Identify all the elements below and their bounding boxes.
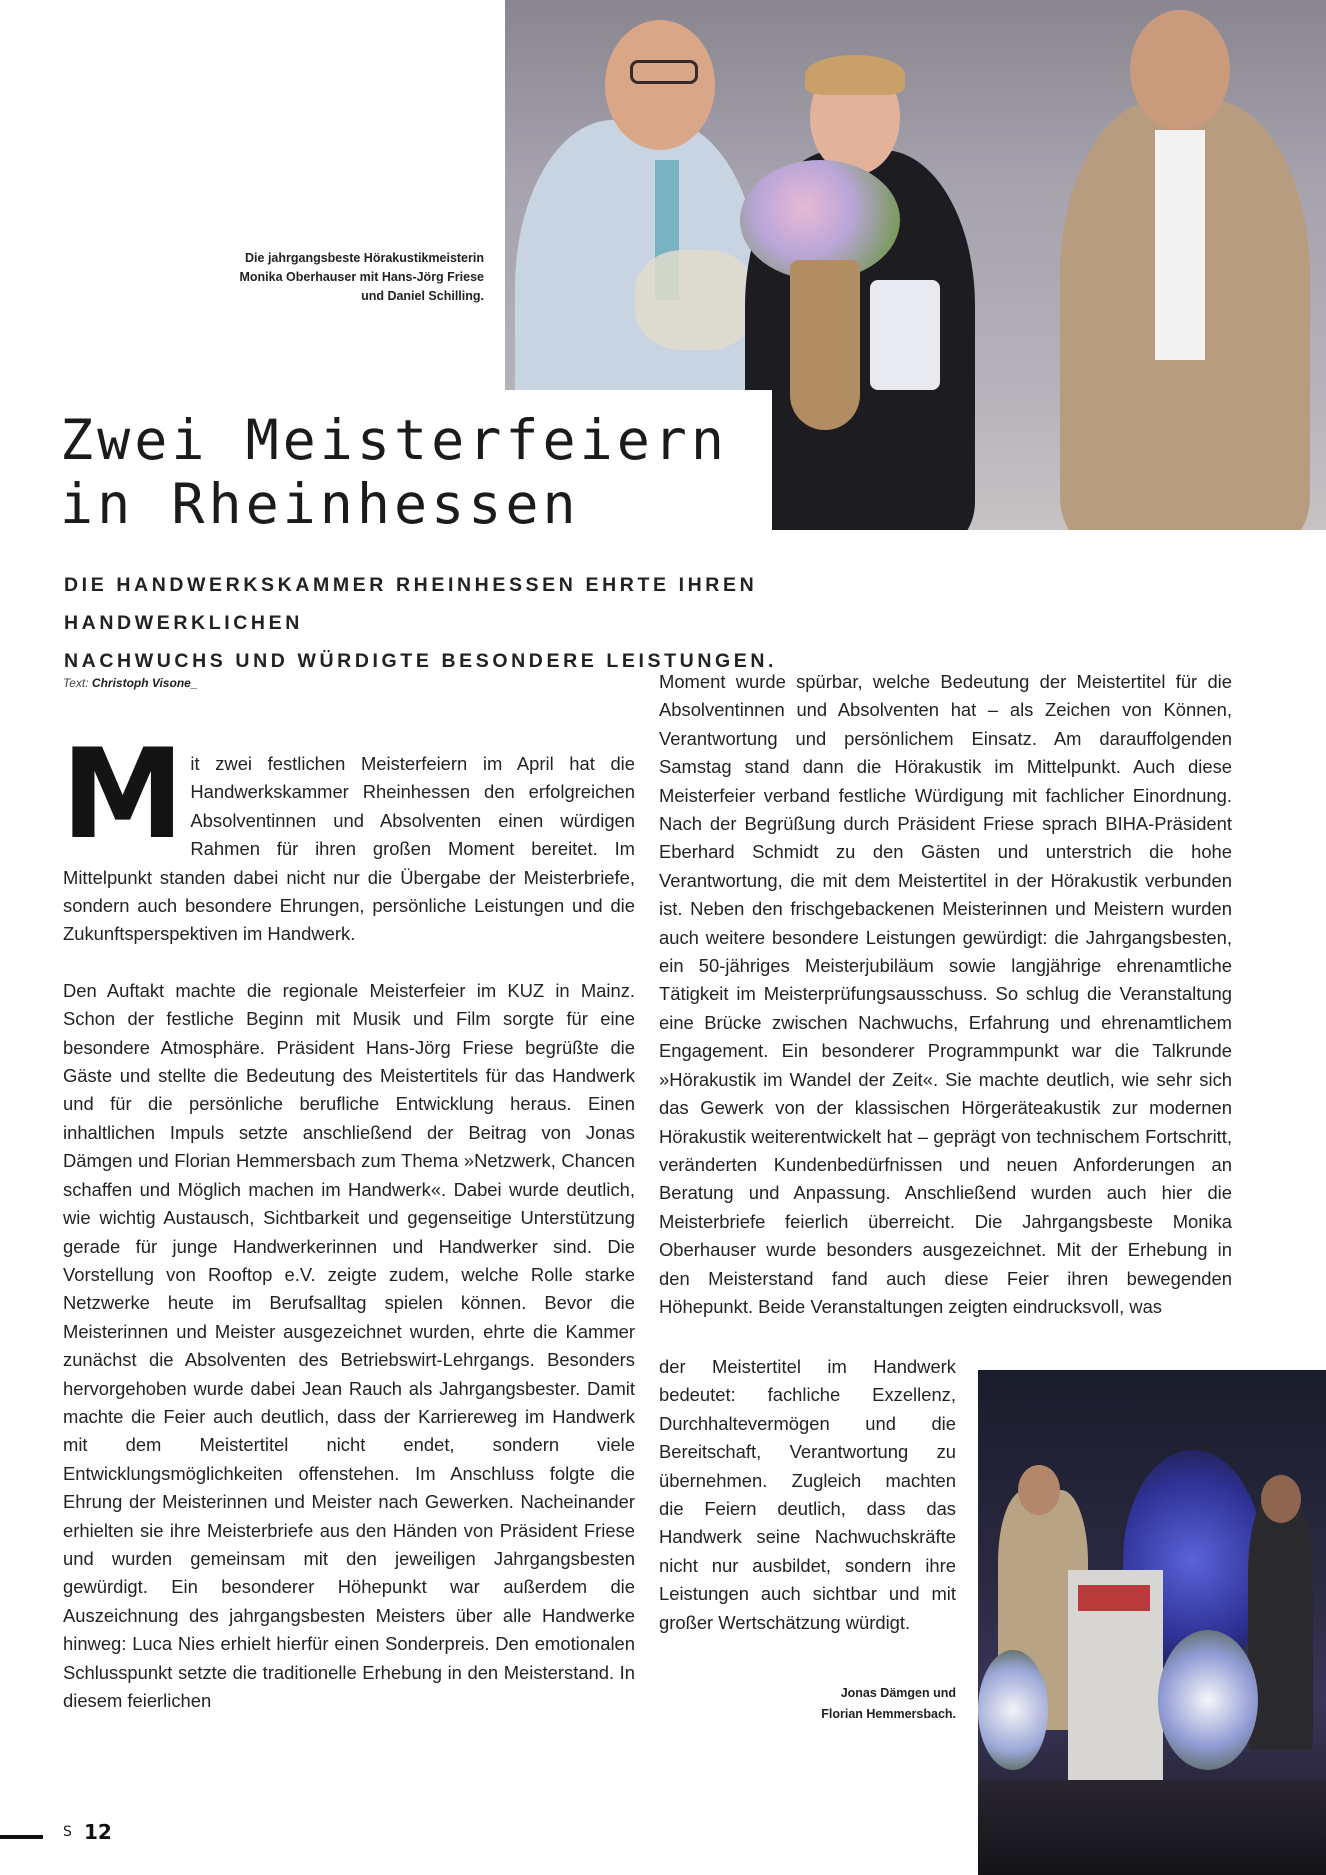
subtitle-line: NACHWUCHS UND WÜRDIGTE BESONDERE LEISTUNGEN. — [64, 650, 778, 672]
body-paragraph: Den Auftakt machte die regionale Meisterfeier im KUZ in Mainz. Schon der festliche Beginn mit Musik und Film sorgte für eine besondere Atmosphäre. Präsident Hans-Jörg Friese begrüßte die Gäste und stellte die Bedeutung des Meistertitels für das Handwerk und für die persönliche berufliche Entwicklung heraus. Einen inhaltlichen Impuls setzte anschließend der Beitrag von Jonas Dämgen und Florian Hemmersbach zum Thema »Netzwerk, Chancen schaffen und Möglich machen im Handwerk«. Dabei wurde deutlich, wie wichtig Austausch, Sichtbarkeit und gegenseitige Unterstützung gerade für junge Handwerkerinnen und Handwerker sind. Die Vorstellung von Rooftop e.V. zeigte zudem, welche Rolle starke Netzwerke heute im Berufsalltag spielen können. Bevor die Meisterinnen und Meister ausgezeichnet wurden, ehrte die Kammer zunächst die Absolventen des Betriebswirt-Lehrgangs. Besonders hervorgehoben wurde dabei Jean Rauch als Jahrgangsbester. Damit machte die Feier auch deutlich, dass der Karriereweg im Handwerk mit dem Meistertitel nicht endet, sondern viele Entwicklungsmöglichkeiten offenstehen. Im Anschluss folgte die Ehrung der Meisterinnen und Meister nach Gewerken. Nacheinander erhielten sie ihre Meisterbriefe aus den Händen von Präsident Friese und wurden gemeinsam mit den jeweiligen Jahrgangsbesten gewürdigt. Ein besonderer Höhepunkt war außerdem die Auszeichnung des jahrgangsbesten Meisters über alle Handwerke hinweg: Luca Nies erhielt hierfür einen Sonderpreis. Den emotionalen Schlusspunkt setzte die traditionelle Erhebung in den Meisterstand. In diesem feierlichen — [63, 979, 635, 1711]
article-column-right — [659, 668, 1232, 1321]
text-line: Bereitschaft, Verantwortung zu — [659, 1441, 956, 1463]
text-line: nicht nur ausbildet, sondern ihre — [659, 1554, 956, 1576]
page-number: 12 — [84, 1820, 112, 1844]
caption-line: Jonas Dämgen und — [840, 1686, 956, 1700]
text-line: Durchhaltevermögen und die — [659, 1412, 956, 1434]
caption-line: Die jahrgangsbeste Hörakustikmeisterin — [245, 251, 484, 265]
intro-text: it zwei festlichen Meisterfeiern im April hat die Handwerkskammer Rheinhessen den erfolgreichen Absolventinnen und Absolventen einen würdigen Rahmen für ihren großen Moment bereitet. Im Mittelpunkt standen dabei nicht nur die Übergabe der Meisterbriefe, sondern auch besondere Ehrungen, persönliche Leistungen und die Zukunftsperspektiven im Handwerk. — [63, 753, 635, 945]
text-line: bedeutet: fachliche Exzellenz, — [659, 1384, 956, 1406]
text-line: übernehmen. Zugleich machten — [659, 1469, 956, 1491]
caption-line: Monika Oberhauser mit Hans-Jörg Friese — [239, 270, 484, 284]
drop-cap: M — [61, 723, 181, 867]
byline-label: Text: — [63, 676, 89, 690]
text-line: Handwerk seine Nachwuchskräfte — [659, 1526, 956, 1548]
article-column-right-narrow — [659, 1353, 956, 1637]
byline — [63, 676, 198, 690]
photo-caption-top — [200, 249, 484, 306]
caption-line: Florian Hemmersbach. — [821, 1707, 956, 1721]
text-line: der Meistertitel im Handwerk — [659, 1356, 956, 1377]
article-subtitle — [64, 566, 944, 680]
caption-line: und Daniel Schilling. — [361, 289, 484, 303]
photo-caption-bottom — [780, 1683, 956, 1725]
headline-line: in Rheinhessen — [60, 472, 580, 536]
body-paragraph: Moment wurde spürbar, welche Bedeutung der Meistertitel für die Absolventinnen und Absolventen hat – als Zeichen von Können, Verantwortung und persönlichem Einsatz. Am darauffolgenden Samstag stand dann die Hörakustik im Mittelpunkt. Auch diese Meisterfeier verband festliche Würdigung mit fachlicher Einordnung. Nach der Begrüßung durch Präsident Friese sprach BIHA-Präsident Eberhard Schmidt zu den Gästen und unterstrich die hohe Verantwortung, die mit dem Meistertitel in der Hörakustik verbunden ist. Neben den frischgebackenen Meisterinnen und Meistern wurden auch weitere besondere Leistungen gewürdigt: die Jahrgangsbesten, ein 50-jähriges Meisterjubiläum sowie langjährige ehrenamtliche Tätigkeit im Meisterprüfungsausschuss. So schlug die Veranstaltung eine Brücke zwischen Nachwuchs, Erfahrung und ehrenamtlichem Engagement. Ein besonderer Programmpunkt war die Talkrunde »Hörakustik im Wandel der Zeit«. Sie machte deutlich, wie sehr sich das Gewerk von der klassischen Hörgeräteakustik zur modernen Hörakustik weiterentwickelt hat – geprägt von technischem Fortschritt, veränderten Kundenbedürfnissen und neuen Anforderungen an Beratung und Anpassung. Anschließend wurden auch hier die Meisterbriefe feierlich überreicht. Die Jahrgangsbeste Monika Oberhauser wurde besonders ausgezeichnet. Mit der Erhebung in den Meisterstand fand auch diese Feier ihren bewegenden Höhepunkt. Beide Veranstaltungen zeigten eindrucksvoll, was — [659, 671, 1232, 1317]
text-line: die Feiern deutlich, dass das — [659, 1498, 956, 1520]
intro-paragraph — [61, 723, 635, 949]
byline-author: Christoph Visone_ — [91, 676, 198, 690]
article-headline — [60, 408, 780, 536]
page-marker-bar — [0, 1835, 43, 1839]
subtitle-line: DIE HANDWERKSKAMMER RHEINHESSEN EHRTE IHREN HANDWERKLICHEN — [64, 574, 758, 634]
section-letter: S — [63, 1824, 72, 1840]
headline-line: Zwei Meisterfeiern — [60, 408, 729, 472]
photo-stage-talk — [978, 1370, 1326, 1875]
article-column-left — [61, 723, 635, 1715]
text-line: großer Wertschätzung würdigt. — [659, 1611, 911, 1633]
text-line: Leistungen auch sichtbar und mit — [659, 1583, 956, 1605]
